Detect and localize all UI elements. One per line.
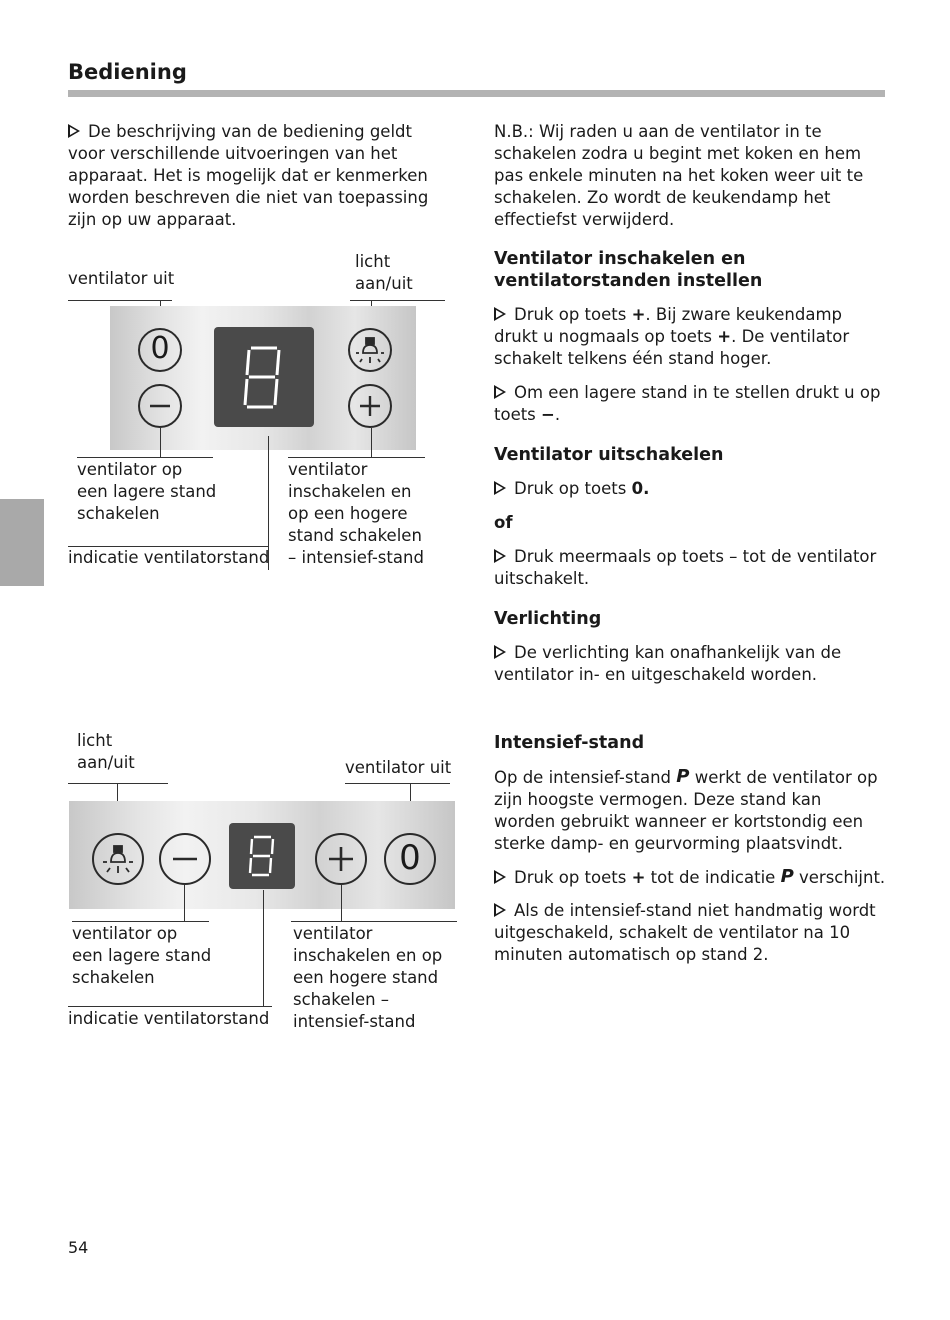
plus-icon — [326, 844, 356, 874]
step-fan-on-2: Om een lagere stand in te stellen drukt u op toets −. — [494, 383, 881, 424]
leader-line — [345, 783, 450, 784]
leader-line — [184, 885, 185, 921]
page-number: 54 — [68, 1238, 89, 1257]
intensive-p-symbol: P — [676, 766, 690, 787]
control-panel-2 — [69, 801, 455, 909]
intro-paragraph: De beschrijving van de bediening geldt voor verschillende uitvoeringen van het apparaat. Het is mogelijk dat er kenmerken worden beschreven die niet van toepassing zijn op uw apparaat. — [68, 122, 429, 229]
minus-button[interactable] — [138, 384, 182, 428]
minus-button[interactable] — [159, 833, 211, 885]
bullet-triangle-icon — [494, 307, 506, 321]
plus-button[interactable] — [315, 833, 367, 885]
panel1-label-light: licht aan/uit — [355, 252, 413, 293]
panel2-label-indicator: indicatie ventilatorstand — [68, 1009, 270, 1028]
leader-line — [72, 921, 209, 922]
intensive-paragraph: Op de intensief-stand P werkt de ventilator op zijn hoogste vermogen. Deze stand kan worden gebruikt wanneer er kortstondig een sterke damp- en geurvorming plaatsvindt. — [494, 766, 878, 853]
bullet-triangle-icon — [494, 385, 506, 399]
leader-line — [371, 428, 372, 458]
bullet-triangle-icon — [494, 549, 506, 563]
side-tab-marker — [0, 499, 44, 586]
leader-line — [68, 783, 168, 784]
leader-line — [341, 885, 342, 921]
bullet-triangle-icon — [494, 870, 506, 884]
leader-line — [350, 300, 445, 301]
bullet-triangle-icon — [68, 124, 80, 138]
minus-icon — [170, 844, 200, 874]
leader-line — [160, 428, 161, 458]
page-title: Bediening — [68, 60, 187, 84]
step-light-1: De verlichting kan onafhankelijk van de ventilator in- en uitgeschakeld worden. — [494, 643, 842, 684]
heading-light: Verlichting — [494, 609, 602, 629]
panel2-label-higher: ventilator inschakelen en op een hogere stand schakelen – intensief-stand — [293, 924, 443, 1031]
fan-off-button[interactable] — [384, 833, 436, 885]
step-intensive-2: Als de intensief-stand niet handmatig wordt uitgeschakeld, schakelt de ventilator na 10 minuten automatisch op stand 2. — [494, 901, 876, 964]
panel1-label-lower: ventilator op een lagere stand schakelen — [77, 460, 217, 523]
plus-icon — [357, 393, 383, 419]
zero-label: 0 — [150, 331, 170, 366]
leader-line — [77, 457, 213, 458]
seven-segment-digit-icon — [243, 344, 285, 410]
heading-fan-on: Ventilator inschakelen en ventilatorstanden instellen — [494, 249, 763, 291]
fan-level-display — [229, 823, 295, 889]
leader-line — [291, 921, 457, 922]
intensive-p-symbol: P — [780, 866, 794, 887]
step-fan-off-2: Druk meermaals op toets – tot de ventilator uitschakelt. — [494, 547, 877, 588]
note-paragraph: N.B.: Wij raden u aan de ventilator in te schakelen zodra u begint met koken en hem pas enkele minuten na het koken weer uit te schakelen. Zo wordt de keukendamp het effectiefst verwijderd. — [494, 122, 864, 229]
light-toggle-button[interactable] — [92, 833, 144, 885]
leader-line — [263, 890, 264, 1006]
bullet-triangle-icon — [494, 645, 506, 659]
panel2-label-light: licht aan/uit — [77, 731, 135, 772]
lamp-icon — [100, 841, 136, 877]
fan-off-button[interactable] — [138, 328, 182, 372]
minus-icon — [147, 393, 173, 419]
leader-line — [68, 1006, 272, 1007]
bullet-triangle-icon — [494, 481, 506, 495]
leader-line — [288, 457, 425, 458]
step-intensive-1: Druk op toets + tot de indicatie P verschijnt. — [494, 866, 886, 889]
heading-fan-off: Ventilator uitschakelen — [494, 445, 724, 465]
leader-line — [68, 300, 172, 301]
panel2-label-lower: ventilator op een lagere stand schakelen — [72, 924, 212, 987]
panel1-label-fan-off: ventilator uit — [68, 269, 175, 288]
panel1-label-indicator: indicatie ventilatorstand — [68, 548, 270, 567]
plus-button[interactable] — [348, 384, 392, 428]
light-toggle-button[interactable] — [348, 328, 392, 372]
title-rule — [68, 90, 885, 97]
fan-level-display — [214, 327, 314, 427]
panel2-label-fan-off: ventilator uit — [345, 758, 452, 777]
zero-label: 0 — [399, 838, 421, 878]
seven-segment-digit-icon — [248, 834, 276, 878]
heading-intensive: Intensief-stand — [494, 733, 645, 753]
panel1-label-higher: ventilator inschakelen en op een hogere stand schakelen – intensief-stand — [288, 460, 424, 567]
bullet-triangle-icon — [494, 903, 506, 917]
step-fan-on-1: Druk op toets +. Bij zware keukendamp drukt u nogmaals op toets +. De ventilator schakelt telkens één stand hoger. — [494, 305, 850, 368]
or-label: of — [494, 513, 513, 532]
lamp-icon — [353, 333, 387, 367]
step-fan-off-1: Druk op toets 0. — [494, 478, 886, 500]
